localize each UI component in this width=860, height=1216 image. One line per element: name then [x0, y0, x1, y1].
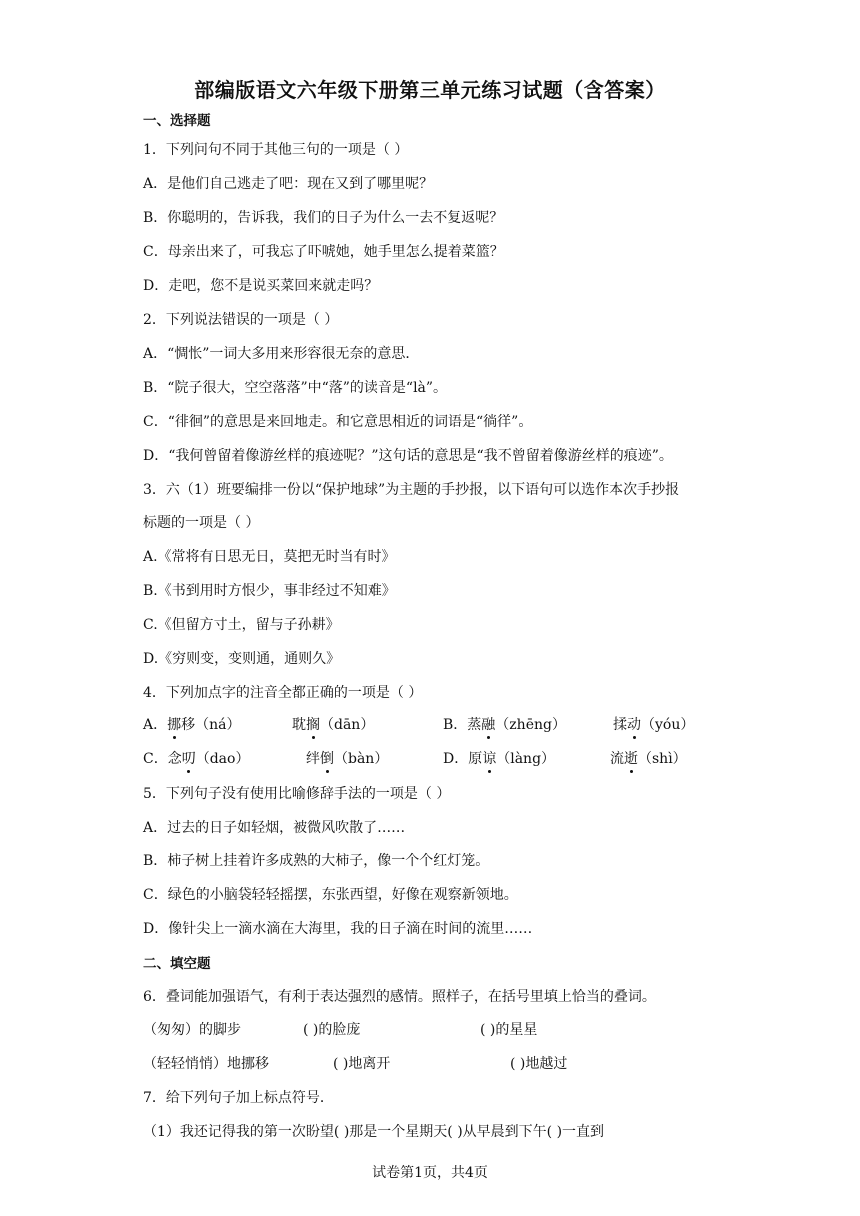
dotted-char: 倒: [320, 751, 334, 767]
dotted-char: 融: [481, 717, 496, 733]
question-4-option-a2: [292, 716, 374, 734]
section-heading-fill: 二、填空题: [143, 956, 211, 972]
question-1-option-a: A．是他们自己逃走了吧：现在又到了哪里呢？: [143, 176, 434, 192]
question-4-option-d2: [610, 750, 687, 768]
char-text: 绊: [306, 751, 320, 767]
question-6-blank-4: ( )地越过: [510, 1056, 568, 1072]
question-3-option-c: C.《但留方寸土，留与子孙耕》: [143, 617, 340, 633]
question-2-stem: 2．下列说法错误的一项是（ ）: [143, 312, 339, 328]
dotted-char: 叨: [181, 751, 196, 767]
dotted-char: 逝: [624, 751, 638, 767]
question-5-option-a: A．过去的日子如轻烟，被微风吹散了……: [143, 820, 406, 836]
question-2-option-b: B．“院子很大，空空落落”中“落”的读音是“là”。: [143, 380, 448, 396]
question-2-option-c: C．“徘徊”的意思是来回地走。和它意思相近的词语是“徜徉”。: [143, 414, 533, 430]
char-text: D．原: [443, 751, 483, 767]
char-text: C．念: [143, 751, 182, 767]
question-7-stem: 7．给下列句子加上标点符号．: [143, 1090, 334, 1106]
question-4-option-b2: [613, 716, 694, 734]
question-3-option-a: A.《常将有日思无日，莫把无时当有时》: [143, 549, 396, 565]
question-2-option-a: A．“惆怅”一词大多用来形容很无奈的意思．: [143, 346, 420, 362]
question-1-stem: 1．下列问句不同于其他三句的一项是（ ）: [143, 142, 409, 158]
question-4-row-ab: [143, 716, 743, 736]
pinyin-text: （làng）: [496, 751, 556, 767]
char-text: 流: [610, 751, 624, 767]
pinyin-text: （yóu）: [641, 717, 695, 733]
question-4-option-c2: [306, 750, 388, 768]
dotted-char: 搁: [306, 717, 320, 733]
question-4-stem: 4．下列加点字的注音全都正确的一项是（ ）: [143, 685, 423, 701]
question-6-blank-2: ( )的星星: [480, 1022, 538, 1038]
question-1-option-b: B．你聪明的，告诉我，我们的日子为什么一去不复返呢？: [143, 210, 504, 226]
question-6-blank-3: ( )地离开: [333, 1056, 391, 1072]
pinyin-text: 移（ná）: [181, 717, 241, 733]
page-footer: 试卷第1页，共4页: [372, 1165, 488, 1181]
pinyin-text: （dān）: [320, 717, 375, 733]
question-3-stem-line2: 标题的一项是（ ）: [143, 515, 260, 531]
question-6-blank-1: ( )的脸庞: [303, 1022, 361, 1038]
question-4-row-cd: [143, 750, 743, 770]
question-5-stem: 5．下列句子没有使用比喻修辞手法的一项是（ ）: [143, 786, 451, 802]
question-6-example-2: （轻轻悄悄）地挪移: [143, 1056, 269, 1072]
page-title: 部编版语文六年级下册第三单元练习试题（含答案）: [194, 78, 666, 102]
question-6-row-1: [143, 1021, 743, 1041]
question-1-option-c: C．母亲出来了，可我忘了吓唬她，她手里怎么提着菜篮？: [143, 244, 504, 260]
pinyin-text: （bàn）: [334, 751, 389, 767]
question-4-option-d1: [443, 750, 555, 768]
question-6-example-1: （匆匆）的脚步: [143, 1022, 241, 1038]
question-5-option-d: D．像针尖上一滴水滴在大海里，我的日子滴在时间的流里……: [143, 921, 533, 937]
question-3-stem-line1: 3．六（1）班要编排一份以“保护地球”为主题的手抄报，以下语句可以选作本次手抄报: [143, 482, 680, 498]
char-text: 耽: [292, 717, 306, 733]
question-5-option-c: C．绿色的小脑袋轻轻摇摆，东张西望，好像在观察新领地。: [143, 887, 518, 903]
question-1-option-d: D．走吧，您不是说买菜回来就走吗？: [143, 278, 379, 294]
dotted-char: 动: [627, 717, 641, 733]
pinyin-text: （shì）: [638, 751, 687, 767]
question-3-option-d: D.《穷则变，变则通，通则久》: [143, 651, 341, 667]
char-text: B．蒸: [443, 717, 482, 733]
question-2-option-d: D．“我何曾留着像游丝样的痕迹呢？”这句话的意思是“我不曾留着像游丝样的痕迹”。: [143, 448, 673, 464]
question-5-option-b: B．柿子树上挂着许多成熟的大柿子，像一个个红灯笼。: [143, 853, 490, 869]
pinyin-text: （zhēng）: [495, 717, 566, 733]
option-a-label: A．: [143, 717, 168, 733]
question-3-option-b: B.《书到用时方恨少，事非经过不知难》: [143, 583, 396, 599]
question-4-option-c1: [143, 750, 249, 768]
char-text: 揉: [613, 717, 627, 733]
dotted-char: 挪: [167, 717, 182, 733]
question-6-stem: 6．叠词能加强语气，有利于表达强烈的感情。照样子，在括号里填上恰当的叠词。: [143, 989, 656, 1005]
dotted-char: 谅: [482, 751, 497, 767]
section-heading-choice: 一、选择题: [143, 113, 211, 129]
question-7-line-1: （1）我还记得我的第一次盼望( )那是一个星期天( )从早晨到下午( )一直到: [143, 1124, 605, 1140]
question-4-option-a1: [143, 716, 241, 734]
question-4-option-b1: [443, 716, 566, 734]
question-6-row-2: [143, 1055, 743, 1075]
pinyin-text: （dao）: [195, 751, 250, 767]
